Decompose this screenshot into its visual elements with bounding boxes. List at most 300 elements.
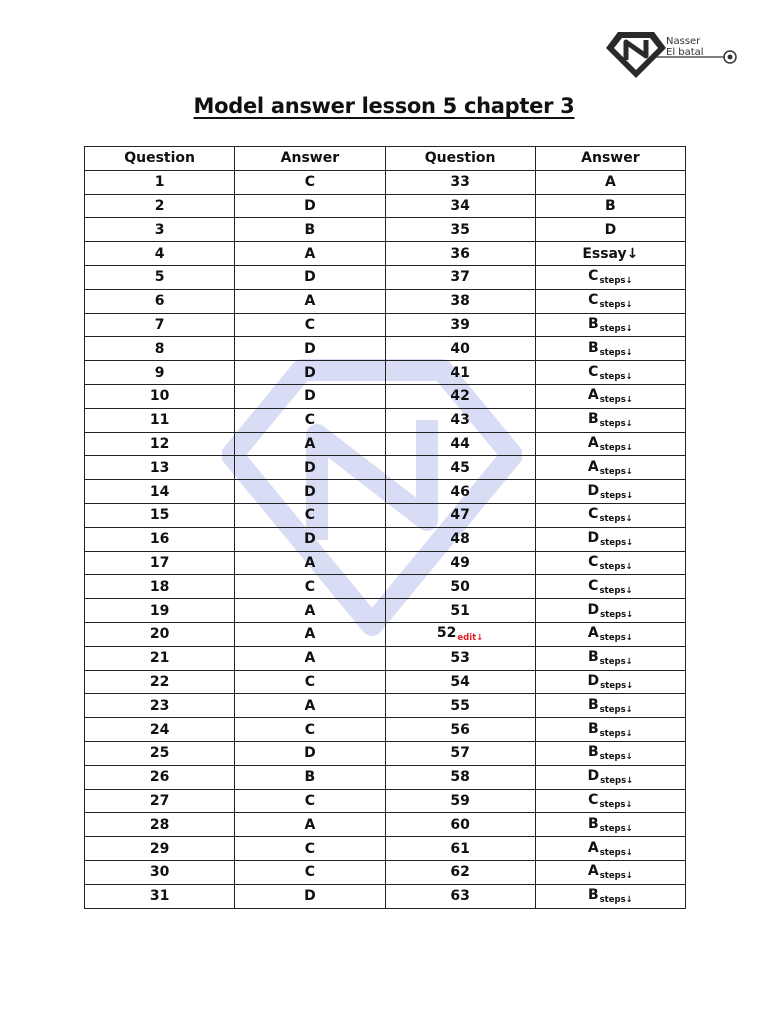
table-row [85, 170, 686, 194]
answer-cell [235, 313, 385, 337]
question-cell-value: 52 [436, 625, 457, 642]
answer-cell [235, 813, 385, 837]
answer-cell-value: C [588, 577, 599, 594]
question-cell [385, 289, 535, 313]
question-cell [85, 480, 235, 504]
question-cell [385, 694, 535, 718]
question-cell-value: 58 [450, 769, 470, 786]
question-cell-value: 16 [149, 531, 170, 548]
question-cell [385, 860, 535, 884]
question-cell-value: 5 [154, 269, 165, 286]
table-row [85, 408, 686, 432]
question-cell-value: 1 [154, 174, 165, 191]
answer-cell [235, 718, 385, 742]
table-row [85, 503, 686, 527]
question-cell [385, 813, 535, 837]
table-row [85, 551, 686, 575]
header-question-1: Question [85, 147, 235, 171]
question-cell [85, 860, 235, 884]
question-cell [85, 194, 235, 218]
answer-cell-value: A [304, 245, 316, 262]
question-cell-value: 11 [149, 412, 170, 429]
answer-cell-value: C [304, 721, 316, 738]
question-cell [85, 884, 235, 908]
question-cell-value: 61 [450, 840, 470, 857]
logo-line-1: Nasser [666, 36, 701, 47]
question-cell [385, 765, 535, 789]
answer-cell-value: A [304, 650, 316, 667]
answer-cell-value: C [588, 268, 599, 285]
question-cell-value: 54 [450, 673, 470, 690]
question-cell-value: 59 [450, 792, 470, 809]
answer-cell-value: C [304, 673, 316, 690]
answer-cell [235, 575, 385, 599]
question-cell-value: 19 [149, 602, 170, 619]
question-cell [385, 384, 535, 408]
question-cell-value: 50 [450, 578, 470, 595]
question-cell [385, 337, 535, 361]
answer-cell-value: D [304, 888, 316, 905]
table-row [85, 741, 686, 765]
table-row [85, 289, 686, 313]
header-answer-1: Answer [235, 147, 385, 171]
question-cell [385, 408, 535, 432]
question-cell-value: 42 [450, 388, 470, 405]
steps-note: steps↓ [599, 847, 633, 858]
table-header-row [85, 147, 686, 171]
steps-note: steps↓ [600, 609, 634, 620]
answer-cell-value: D [304, 340, 316, 357]
question-cell [385, 218, 535, 242]
answer-cell-value: D [587, 768, 600, 785]
table-row [85, 384, 686, 408]
answer-cell-value: D [304, 388, 316, 405]
table-row [85, 575, 686, 599]
question-cell-value: 29 [149, 840, 170, 857]
table-row [85, 860, 686, 884]
answer-cell [235, 456, 385, 480]
answer-cell [535, 194, 685, 218]
question-cell [85, 527, 235, 551]
table-row [85, 884, 686, 908]
answer-cell [535, 527, 685, 551]
answer-cell [535, 670, 685, 694]
question-cell-value: 51 [450, 602, 470, 619]
question-cell-value: 28 [149, 816, 170, 833]
question-cell [385, 456, 535, 480]
question-cell-value: 3 [154, 221, 165, 238]
table-row [85, 622, 686, 646]
question-cell-value: 15 [149, 507, 170, 524]
question-cell-value: 57 [450, 745, 470, 762]
question-cell-value: 38 [450, 293, 470, 310]
question-cell-value: 39 [450, 316, 470, 333]
question-cell-value: 8 [154, 340, 165, 357]
answer-cell-value: C [304, 316, 316, 333]
table-row [85, 313, 686, 337]
table-row [85, 813, 686, 837]
question-cell [85, 789, 235, 813]
answer-cell [535, 837, 685, 861]
answer-cell-value: D [587, 601, 600, 618]
answer-cell-value: C [304, 578, 316, 595]
answer-cell [235, 694, 385, 718]
question-cell-value: 45 [450, 459, 470, 476]
answer-cell [535, 694, 685, 718]
answer-cell [235, 646, 385, 670]
question-cell [85, 670, 235, 694]
answer-cell [235, 242, 385, 266]
answer-cell-value: B [304, 769, 316, 786]
table-row [85, 694, 686, 718]
question-cell-value: 53 [450, 650, 470, 667]
question-cell-value: 21 [149, 650, 170, 667]
table-row [85, 480, 686, 504]
answer-cell [535, 170, 685, 194]
steps-note: steps↓ [600, 538, 634, 549]
question-cell-value: 14 [149, 483, 170, 500]
question-cell [385, 170, 535, 194]
table-row [85, 718, 686, 742]
answer-cell-value: A [304, 626, 316, 643]
answer-cell [235, 408, 385, 432]
question-cell [385, 575, 535, 599]
header-question-2: Question [385, 147, 535, 171]
steps-note: steps↓ [599, 347, 633, 358]
answer-cell [535, 741, 685, 765]
table-row [85, 242, 686, 266]
question-cell [85, 313, 235, 337]
answer-cell [535, 289, 685, 313]
question-cell-value: 7 [154, 316, 165, 333]
answer-cell-value: A [587, 458, 599, 475]
table-row [85, 218, 686, 242]
answer-cell [235, 670, 385, 694]
question-cell [385, 789, 535, 813]
table-row [85, 432, 686, 456]
answer-cell-value: C [588, 292, 599, 309]
question-cell-value: 17 [149, 554, 170, 571]
answer-cell [535, 718, 685, 742]
question-cell [385, 361, 535, 385]
question-cell [85, 741, 235, 765]
question-cell-value: 26 [149, 769, 170, 786]
answer-cell-value: C [588, 553, 599, 570]
answer-cell-value: D [304, 483, 316, 500]
answer-cell [235, 527, 385, 551]
question-cell-value: 36 [450, 245, 470, 262]
question-cell [85, 575, 235, 599]
question-cell [85, 265, 235, 289]
steps-note: steps↓ [599, 395, 633, 406]
answer-cell-value: B [587, 411, 599, 428]
answer-cell-value: C [304, 507, 316, 524]
answer-cell [235, 503, 385, 527]
question-cell [85, 361, 235, 385]
question-cell-value: 18 [149, 578, 170, 595]
question-cell [385, 480, 535, 504]
answer-cell-value: B [587, 339, 599, 356]
table-row [85, 670, 686, 694]
answer-cell [535, 622, 685, 646]
question-cell [385, 599, 535, 623]
question-cell [85, 765, 235, 789]
answer-cell [235, 837, 385, 861]
table-row [85, 837, 686, 861]
answer-cell-value: B [587, 649, 599, 666]
question-cell [385, 313, 535, 337]
table-row [85, 337, 686, 361]
answer-cell-value: Essay↓ [582, 245, 639, 262]
question-cell [85, 289, 235, 313]
steps-note: steps↓ [599, 895, 633, 906]
answer-cell-value: D [587, 672, 600, 689]
question-cell [85, 337, 235, 361]
answer-cell [535, 408, 685, 432]
answer-cell-value: D [304, 269, 316, 286]
answer-cell [535, 313, 685, 337]
question-cell [85, 170, 235, 194]
answer-cell [235, 361, 385, 385]
steps-note: steps↓ [599, 300, 633, 311]
answer-cell [235, 337, 385, 361]
answer-cell [235, 218, 385, 242]
question-cell [85, 694, 235, 718]
question-cell-value: 4 [154, 245, 165, 262]
steps-note: steps↓ [599, 633, 633, 644]
steps-note: steps↓ [599, 371, 633, 382]
question-cell [85, 456, 235, 480]
table-row [85, 765, 686, 789]
question-cell-value: 62 [450, 864, 470, 881]
answer-cell [235, 265, 385, 289]
question-cell [85, 718, 235, 742]
question-cell-value: 40 [450, 340, 470, 357]
answer-table [84, 146, 686, 909]
steps-note: steps↓ [599, 323, 633, 334]
question-cell [85, 622, 235, 646]
question-cell [385, 718, 535, 742]
question-cell [385, 194, 535, 218]
answer-cell [535, 242, 685, 266]
answer-cell-value: A [304, 697, 316, 714]
answer-cell-value: D [587, 530, 600, 547]
answer-cell [235, 480, 385, 504]
answer-cell [535, 361, 685, 385]
answer-cell [235, 289, 385, 313]
question-cell [85, 408, 235, 432]
question-cell-value: 30 [149, 864, 170, 881]
answer-cell-value: C [304, 792, 316, 809]
question-cell-value: 46 [450, 483, 470, 500]
question-cell-value: 24 [149, 721, 170, 738]
answer-cell [535, 860, 685, 884]
question-cell [85, 551, 235, 575]
question-cell-value: 25 [149, 745, 170, 762]
answer-cell [535, 384, 685, 408]
answer-cell [235, 384, 385, 408]
question-cell-value: 12 [149, 435, 170, 452]
answer-cell-value: A [304, 602, 316, 619]
answer-cell-value: A [587, 625, 599, 642]
question-cell [85, 432, 235, 456]
steps-note: steps↓ [599, 514, 633, 525]
logo-line-2: El batal [666, 47, 704, 58]
answer-cell-value: A [304, 293, 316, 310]
answer-cell-value: B [587, 815, 599, 832]
answer-cell-value: C [588, 791, 599, 808]
answer-cell [235, 170, 385, 194]
table-row [85, 456, 686, 480]
answer-cell-value: A [304, 435, 316, 452]
steps-note: steps↓ [599, 871, 633, 882]
answer-cell-value: C [304, 174, 316, 191]
answer-cell-value: A [304, 816, 316, 833]
steps-note: steps↓ [599, 276, 633, 287]
question-cell-value: 63 [450, 888, 470, 905]
table-row [85, 361, 686, 385]
answer-cell [535, 551, 685, 575]
steps-note: steps↓ [599, 442, 633, 453]
answer-cell [535, 789, 685, 813]
question-cell [385, 670, 535, 694]
answer-cell-value: D [304, 197, 316, 214]
question-cell [385, 432, 535, 456]
answer-cell [235, 789, 385, 813]
answer-cell-value: D [304, 531, 316, 548]
question-cell [385, 503, 535, 527]
answer-cell [535, 432, 685, 456]
answer-cell-value: B [587, 887, 599, 904]
answer-cell [535, 813, 685, 837]
steps-note: steps↓ [599, 704, 633, 715]
question-cell-value: 47 [450, 507, 470, 524]
question-cell [85, 599, 235, 623]
answer-cell [235, 860, 385, 884]
question-cell-value: 9 [154, 364, 165, 381]
steps-note: steps↓ [599, 799, 633, 810]
answer-cell-value: A [304, 554, 316, 571]
answer-cell-value: C [588, 506, 599, 523]
answer-cell-value: A [604, 174, 616, 191]
question-cell [385, 527, 535, 551]
question-cell [385, 622, 535, 646]
question-cell-value: 10 [149, 388, 170, 405]
question-cell [85, 218, 235, 242]
answer-cell-value: C [304, 840, 316, 857]
question-cell [385, 265, 535, 289]
question-cell [85, 242, 235, 266]
question-cell [385, 741, 535, 765]
answer-cell-value: C [588, 363, 599, 380]
answer-cell [535, 456, 685, 480]
question-cell-value: 37 [450, 269, 470, 286]
question-cell-value: 31 [149, 888, 170, 905]
question-cell [385, 837, 535, 861]
question-cell-value: 60 [450, 816, 470, 833]
steps-note: steps↓ [599, 657, 633, 668]
answer-cell [535, 480, 685, 504]
table-row [85, 265, 686, 289]
answer-cell-value: B [587, 315, 599, 332]
answer-cell [535, 765, 685, 789]
question-cell-value: 56 [450, 721, 470, 738]
steps-note: steps↓ [599, 728, 633, 739]
page-title: Model answer lesson 5 chapter 3 [193, 94, 575, 118]
question-cell-value: 35 [450, 221, 470, 238]
answer-cell-value: A [587, 434, 599, 451]
answer-cell [535, 265, 685, 289]
question-cell [85, 503, 235, 527]
question-cell-value: 34 [450, 197, 470, 214]
answer-cell-value: B [587, 720, 599, 737]
answer-cell [535, 646, 685, 670]
answer-cell [235, 765, 385, 789]
answer-cell [235, 741, 385, 765]
question-cell-value: 43 [450, 412, 470, 429]
answer-cell-value: D [587, 482, 600, 499]
question-cell [385, 884, 535, 908]
question-cell [385, 551, 535, 575]
question-cell [385, 646, 535, 670]
answer-cell-value: C [304, 864, 316, 881]
question-cell-value: 33 [450, 174, 470, 191]
edit-note: edit↓ [457, 633, 484, 644]
table-row [85, 646, 686, 670]
steps-note: steps↓ [599, 823, 633, 834]
question-cell-value: 2 [154, 197, 165, 214]
answer-cell [535, 575, 685, 599]
answer-cell [535, 503, 685, 527]
answer-cell [235, 432, 385, 456]
logo-text [666, 36, 704, 58]
answer-cell [535, 884, 685, 908]
table-row [85, 789, 686, 813]
answer-cell-value: A [587, 863, 599, 880]
question-cell-value: 48 [450, 531, 470, 548]
answer-cell [535, 218, 685, 242]
question-cell-value: 22 [149, 673, 170, 690]
table-row [85, 599, 686, 623]
steps-note: steps↓ [599, 752, 633, 763]
answer-cell-value: D [304, 459, 316, 476]
steps-note: steps↓ [600, 490, 634, 501]
answer-cell [235, 551, 385, 575]
header-answer-2: Answer [535, 147, 685, 171]
question-cell-value: 13 [149, 459, 170, 476]
question-cell [385, 242, 535, 266]
question-cell-value: 41 [450, 364, 470, 381]
answer-cell-value: B [587, 696, 599, 713]
question-cell-value: 20 [149, 626, 170, 643]
question-cell-value: 23 [149, 697, 170, 714]
answer-cell-value: B [304, 221, 316, 238]
question-cell [85, 837, 235, 861]
question-cell [85, 813, 235, 837]
question-cell-value: 6 [154, 293, 165, 310]
question-cell-value: 44 [450, 435, 470, 452]
question-cell-value: 55 [450, 697, 470, 714]
question-cell-value: 27 [149, 792, 170, 809]
answer-cell [535, 337, 685, 361]
answer-cell-value: A [587, 839, 599, 856]
answer-cell [235, 622, 385, 646]
answer-cell-value: C [304, 412, 316, 429]
answer-cell-value: D [604, 221, 617, 238]
answer-cell-value: B [587, 744, 599, 761]
question-cell [85, 384, 235, 408]
answer-cell-value: D [304, 745, 316, 762]
